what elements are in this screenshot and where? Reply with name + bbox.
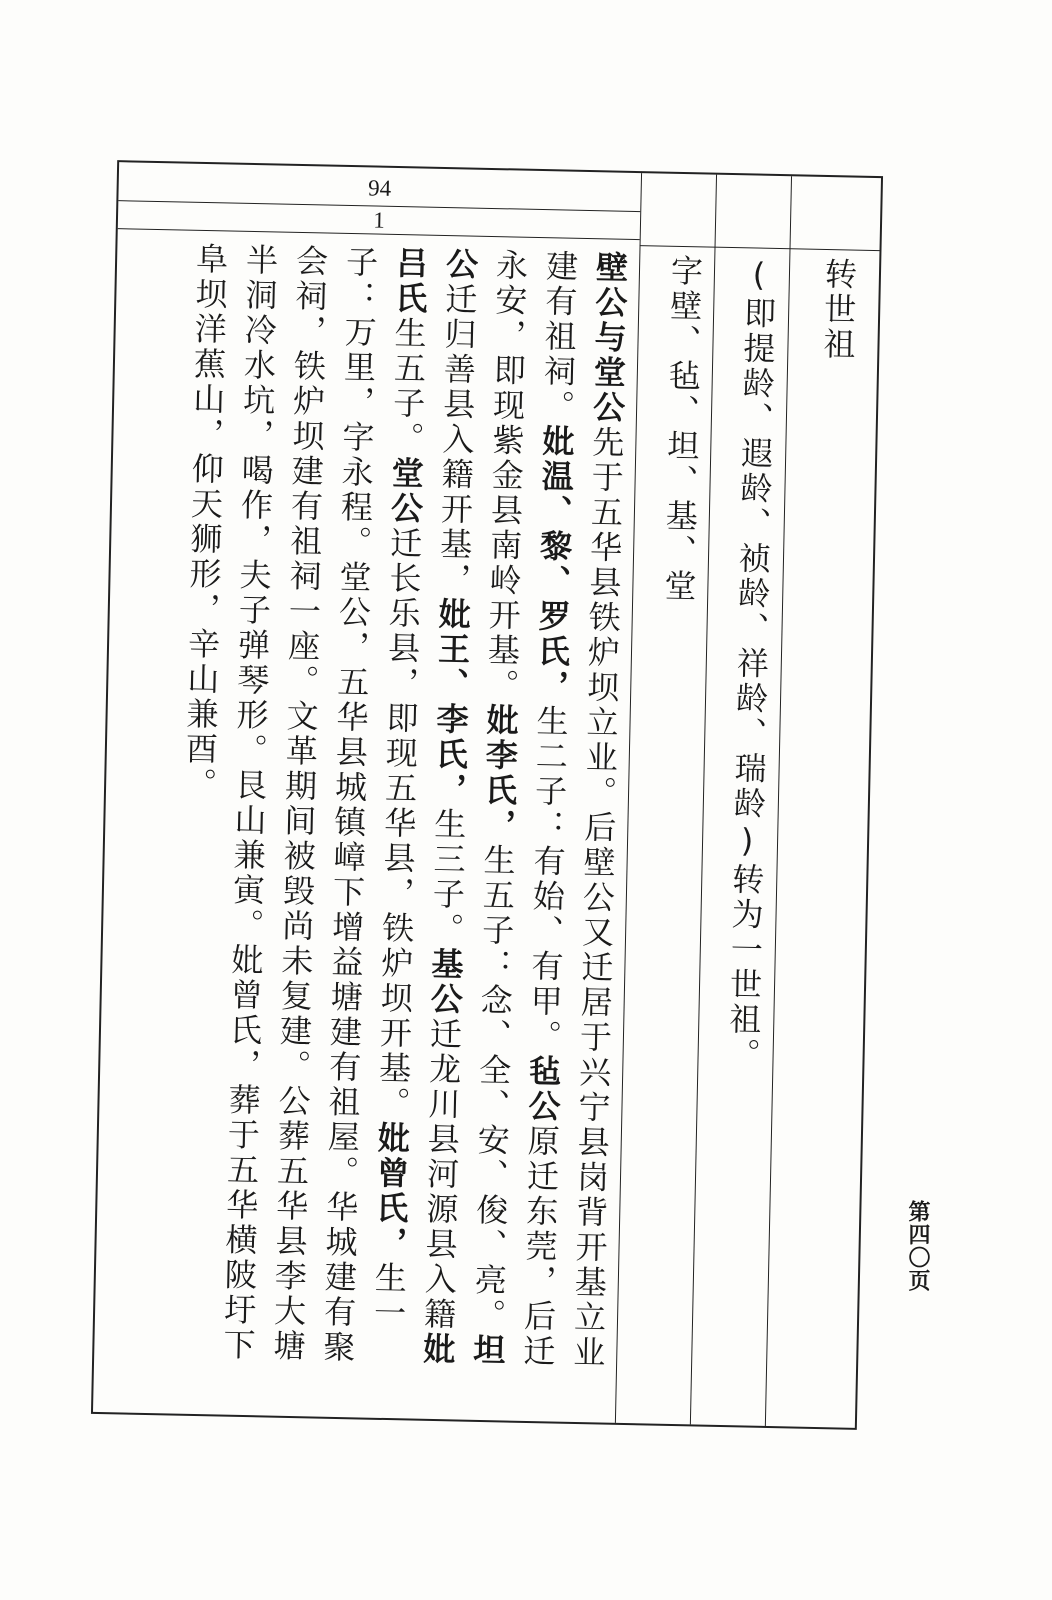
detail-segment: 迁归善县入籍开基， xyxy=(434,281,479,598)
names-text: 字壁、毡、坦、基、堂 xyxy=(659,253,705,605)
detail-bold-segment: 毡公 xyxy=(523,1053,563,1125)
detail-bold-segment: 壁公与堂公 xyxy=(587,250,630,426)
detail-segment: 生三子。 xyxy=(426,806,468,948)
genealogy-table xyxy=(91,160,883,1430)
detail-segment: 先于五华县铁炉坝立业。后壁公又迁居于兴宁县岗背开基立业建有祖祠。 xyxy=(537,249,626,1371)
detail-segment: 迁龙川县河源县入籍 xyxy=(418,1016,464,1333)
generation-text: 转世祖 xyxy=(818,256,859,363)
detail-segment: 迁长乐县，即现五华县，铁炉坝开基。 xyxy=(373,525,424,1122)
detail-bold-segment: 妣吕氏 xyxy=(390,245,457,1368)
header-sub-number: 1 xyxy=(373,207,386,233)
note-text: (即提龄、遐龄、祯龄、祥龄、瑞龄)转为一世祖。 xyxy=(723,255,779,1073)
detail-segment: 原迁东莞，后迁永安，即现紫金县南岭开基。 xyxy=(481,247,562,1370)
page-number: 第四〇页 xyxy=(905,1200,931,1292)
detail-bold-segment: 妣温、黎、罗氏， xyxy=(531,423,576,705)
header-number: 94 xyxy=(367,175,392,201)
detail-bold-segment: 堂公 xyxy=(385,455,426,527)
detail-segment: 生一子：万里，字永程。堂公，五华县城镇嶂下增益塘建有祖屋。华城建有聚会祠，铁炉坝建有祖祠一座。文革期间被毁尚未复建。公葬五华县李大塘半洞冷水坑，喝作，夫子弹琴形。艮山兼寅。妣曾氏，葬于五华横陂圩下阜坝洋蕉山，仰天狮形，辛山兼酉。 xyxy=(179,241,409,1366)
detail-bold-segment: 坦公 xyxy=(440,246,507,1369)
detail-bold-segment: 妣李氏， xyxy=(478,702,520,844)
detail-bold-segment: 基公 xyxy=(425,946,465,1018)
detail-segment: 生五子：念、全、安、俊、亮。 xyxy=(468,842,517,1334)
header-divider xyxy=(640,245,880,251)
generation-column xyxy=(791,257,863,1408)
detail-column xyxy=(99,240,635,1400)
detail-bold-segment: 妣曾氏， xyxy=(370,1120,412,1262)
detail-bold-segment: 妣王、李氏， xyxy=(429,596,473,808)
detail-segment: 生二子：有始、有甲。 xyxy=(524,703,570,1055)
detail-segment: 生五子。 xyxy=(387,315,429,457)
